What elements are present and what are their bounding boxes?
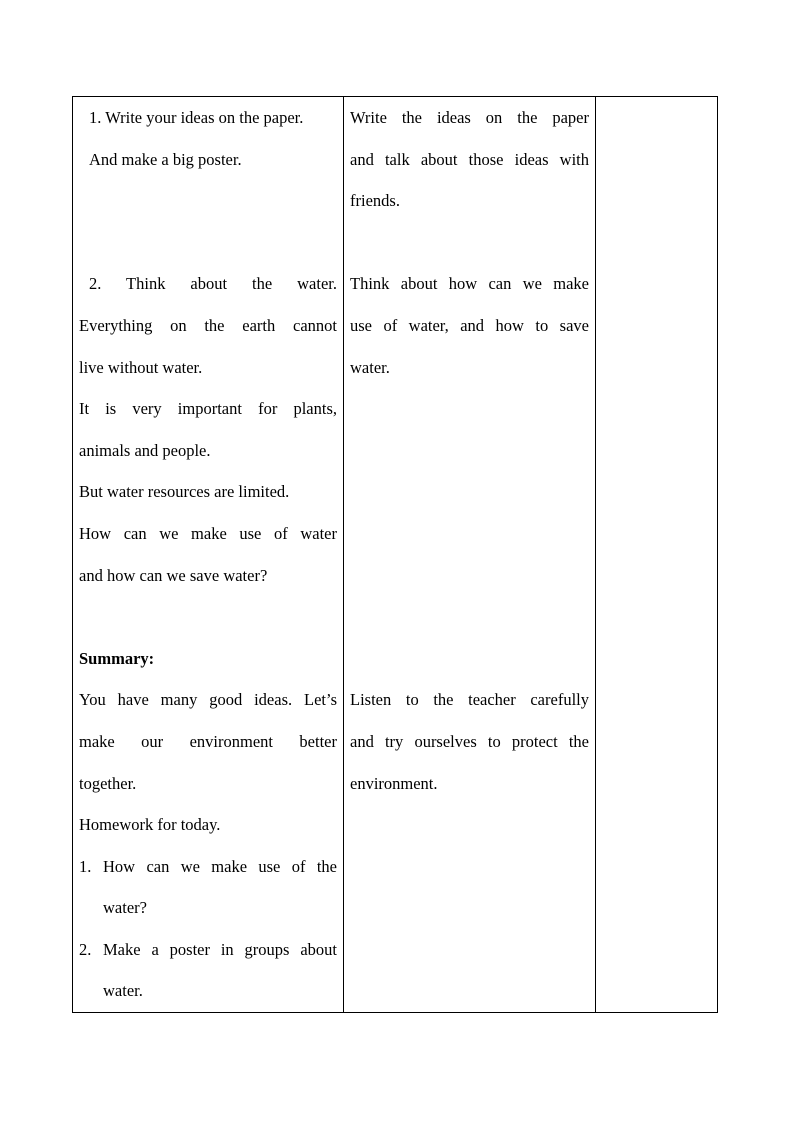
teacher-activity-cell (73, 97, 344, 1013)
lesson-plan-table (72, 96, 718, 1013)
summary-line2: make our environment better (79, 731, 337, 751)
teacher-item1-line1: 1. Write your ideas on the paper. (89, 108, 304, 127)
student-activity1-line1: Write the ideas on the paper (350, 108, 589, 127)
teacher-item2-line3: live without water. (79, 357, 203, 377)
homework-item-1 (79, 846, 337, 888)
homework-item-2-number: 2. (79, 939, 92, 959)
teacher-item2-line6: But water resources are limited. (79, 482, 290, 502)
teacher-item1-line2: And make a big poster. (89, 149, 242, 169)
spacer (350, 513, 589, 555)
teacher-item2-line7: How can we make use of water (79, 523, 337, 543)
summary-line1: You have many good ideas. Let’s (79, 690, 337, 710)
teacher-item2-line2: Everything on the earth cannot (79, 315, 337, 335)
homework-item-1-continued: water? (103, 898, 147, 918)
spacer (350, 555, 589, 597)
homework-title: Homework for today. (79, 815, 221, 835)
teacher-item2-line4: It is very important for plants, (79, 399, 337, 419)
spacer (350, 596, 589, 638)
spacer (350, 430, 589, 472)
summary-line3: together. (79, 773, 137, 793)
student-activity3-line1: Listen to the teacher carefully (350, 690, 589, 710)
student-activity2-line3: water. (350, 357, 390, 377)
homework-item-2-continued: water. (103, 981, 143, 1001)
summary-heading: Summary: (79, 648, 155, 668)
student-activity1-line2: and talk about those ideas with (350, 149, 589, 169)
teacher-item2-line1: 2. Think about the water. (89, 274, 337, 294)
student-activity3-line3: environment. (350, 773, 438, 793)
homework-item-2-text: Make a poster in groups about (103, 939, 337, 959)
teacher-item2-line5: animals and people. (79, 440, 211, 460)
student-activity-cell (344, 97, 596, 1013)
teacher-item2-line8: and how can we save water? (79, 565, 268, 585)
table-row (73, 97, 718, 1013)
spacer (350, 222, 589, 264)
student-activity2-line1: Think about how can we make (350, 274, 589, 294)
spacer (79, 596, 337, 638)
homework-item-1-number: 1. (79, 856, 92, 876)
homework-item-2 (79, 929, 337, 971)
student-activity2-line2: use of water, and how to save (350, 315, 589, 335)
spacer (79, 180, 337, 222)
student-activity3-line2: and try ourselves to protect the (350, 731, 589, 751)
spacer (79, 222, 337, 264)
spacer (350, 388, 589, 430)
notes-cell (596, 97, 718, 1013)
homework-item-1-text: How can we make use of the (103, 856, 337, 876)
student-activity1-line3: friends. (350, 191, 400, 211)
spacer (350, 471, 589, 513)
spacer (350, 638, 589, 680)
